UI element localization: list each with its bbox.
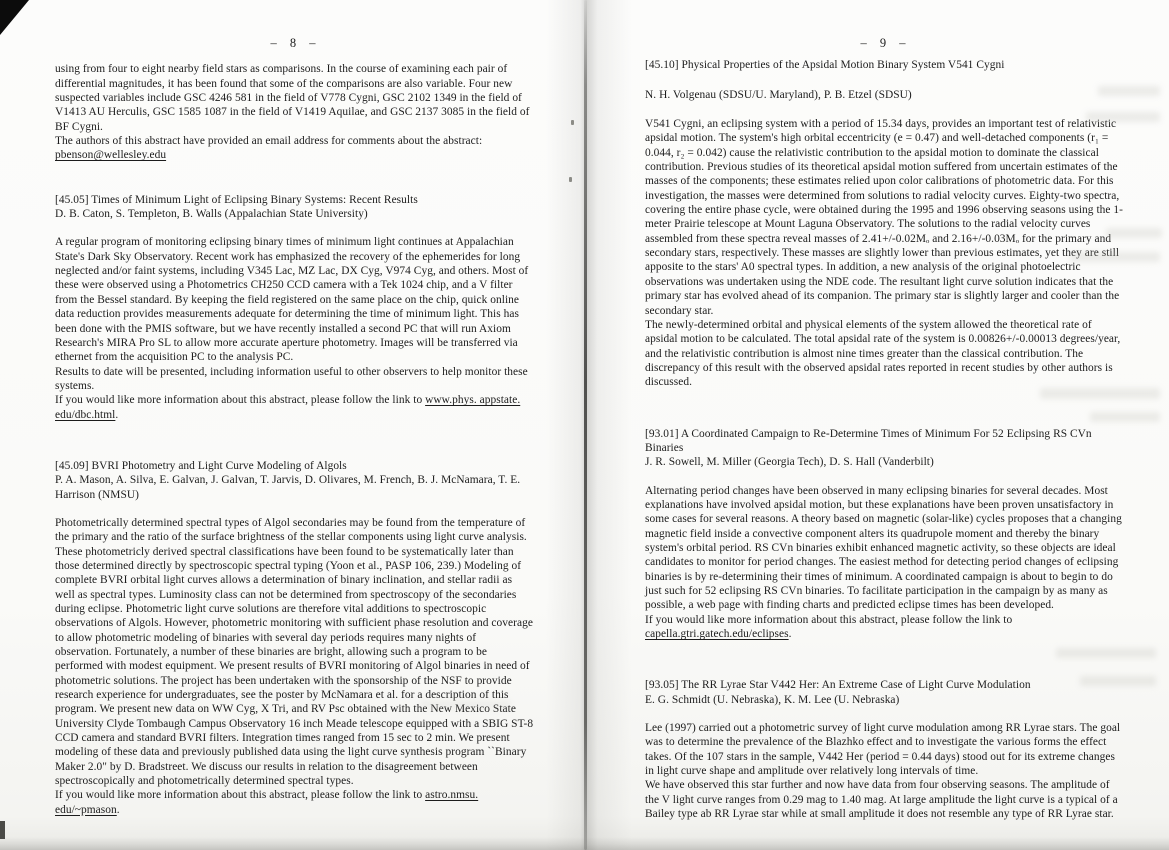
- abstract-authors: P. A. Mason, A. Silva, E. Galvan, J. Galvan, T. Jarvis, D. Olivares, M. French, B. J. McNamara, T. E. Harrison (NMSU): [55, 474, 521, 501]
- bleed-through-ghost: [1106, 228, 1162, 238]
- link-suffix: .: [788, 628, 792, 641]
- abstract-body: V541 Cygni, an eclipsing system with a period of 15.34 days, provides an important test of relativistic apsidal motion. The system's high orbital eccentricity (e = 0.47) and well-detached components (r₁ = 0.044, r₂ = 0.042) cause the relativistic contribution to the apsidal motion to dominate the classical contribution. Previous studies of its theoretical apsidal motion suffered from uncertain estimates of the masses of the components; these estimates relied upon color calibrations of photometric data. For this investigation, the masses were determined from solutions to radial velocity curves. Eighty-two spectra, covering the entire phase cycle, were obtained during the 1995 and 1996 observing seasons using the 1-meter Prairie telescope at Mount Laguna Observatory. The solutions to the radial velocity curves assembled from these spectra reveal masses of 2.41+/-0.02Mₒ and 2.16+/-0.03Mₒ for the primary and secondary stars, respectively. These masses are slightly lower than previous estimates, yet they are still apposite to the stars' A0 spectral types. In addition, a new analysis of the original photoelectric observations was undertaken using the NDE code. The resultant light curve solution indicates that the primary star has evolved ahead of its companion. The primary star is slightly larger and cooler than the secondary star.: [645, 118, 1123, 317]
- abstract-url-link: www.phys. appstate. edu/dbc.html: [55, 394, 521, 421]
- bleed-through-ghost: [1098, 86, 1160, 96]
- abstract-body-2: We have observed this star further and now have data from four observing seasons. The amplitude of the V light curve ranges from 0.29 mag to 1.40 mag. At large amplitude the light curve is a typical of a Bailey type ab RR Lyrae star while at small amplitude it does not resemble any type of RR Lyrae star.: [645, 779, 1118, 821]
- bleed-through-ghost: [420, 700, 510, 709]
- bleed-through-ghost: [1080, 676, 1156, 686]
- book-gutter-shadow: [546, 0, 632, 850]
- abstract-results-note: Results to date will be presented, including information useful to other observers to help monitor these systems.: [55, 365, 528, 392]
- abstract-45-05: [55, 193, 534, 422]
- book-spine-line: [584, 0, 587, 850]
- abstract-url-link: astro.nmsu. edu/~pmason: [55, 789, 479, 816]
- abstract-body: Photometrically determined spectral types of Algol secondaries may be found from the temperature of the primary and the ratio of the surface brightness of the stellar components using light curve analysis. These photometricly derived spectral classifications have been found to be systematically later than those determined directly by spectroscopic spectral typing (Yoon et al., PASP 106, 239.) Modeling of complete BVRI orbital light curves allows a determination of binary inclination, and stellar radii as well as spectral types. Luminosity class can not be determined from spectroscopy of the secondaries during eclipse. Photometric light curve solutions are therefore vital additions to spectroscopic observations of Algols. However, photometric monitoring with sufficient phase resolution and coverage to allow photometric modeling of binaries with several day periods requires many nights of observation. Fortunately, a number of these binaries are bright, allowing such a program to be performed with modest equipment. We present results of BVRI monitoring of Algol binaries in need of photometric solutions. The project has been undertaken with the sponsorship of the NSF to provide research experience for undergraduates, see the poster by McNamara et al. for a description of this program. We present new data on WW Cyg, X Tri, and RV Psc obtained with the New Mexico State University Clyde Tombaugh Campus Observatory 16 inch Meade telescope equipped with a SBIG ST-8 CCD camera and standard BVRI filters. Integration times ranged from 15 sec to 2 min. We present modeling of these data and previously published data using the light curve synthesis program ``Binary Maker 2.0" by D. Bradstreet. We discuss our results in relation to the disagreement between spectroscopically and photometrically determined spectral types.: [55, 516, 534, 788]
- abstract-45-09: [55, 459, 534, 817]
- abstract-body-2: The newly-determined orbital and physical elements of the system allowed the theoretical rate of apsidal motion to be calculated. The total apsidal rate of the system is 0.00826+/-0.00013 degrees/year, and the relativistic contribution is almost nine times greater than the classical contribution. The discrepancy of this result with the observed apsidal rates reported in recent studies by other authors is discussed.: [645, 318, 1121, 389]
- abstract-link-sentence: [55, 788, 534, 817]
- abstract-93-05: [645, 678, 1124, 821]
- page-number-right: – 9 –: [860, 36, 909, 50]
- link-intro-text: If you would like more information about this abstract, please follow the link to: [645, 613, 1013, 626]
- page-number-left: – 8 –: [270, 36, 319, 50]
- page-8: [55, 0, 534, 817]
- link-intro-text: If you would like more information about this abstract, please follow the link to: [55, 394, 426, 407]
- bleed-through-ghost: [1040, 388, 1160, 399]
- abstract-93-01: [645, 427, 1124, 642]
- abstract-body: A regular program of monitoring eclipsing binary times of minimum light continues at Appalachian State's Dark Sky Observatory. Recent work has emphasized the recovery of the ephemerides for long neglected and/or faint systems, including V345 Lac, MZ Lac, DX Cyg, V974 Cyg, and others. Most of these were observed using a Photometrics CH250 CCD camera with a Tek 1024 chip, and a V filter from the Bessel standard. By keeping the field registered on the same place on the chip, quick online data reduction provides measurements adequate for determining the time of minimum light. This has been done with the PMIS software, but we have recently installed a second PC that will run Axiom Research's MIRA Pro SL to allow more accurate aperture photometry. Images will be transferred via ethernet from the acquisition PC to the analysis PC.: [55, 236, 529, 364]
- link-intro-text: If you would like more information about this abstract, please follow the link to: [55, 789, 426, 802]
- link-suffix: .: [116, 803, 120, 816]
- scan-corner-artifact: [0, 0, 29, 35]
- abstract-authors: N. H. Volgenau (SDSU/U. Maryland), P. B. Etzel (SDSU): [645, 88, 912, 101]
- page-9: [645, 0, 1124, 821]
- abstract-title: [93.05] The RR Lyrae Star V442 Her: An Extreme Case of Light Curve Modulation: [645, 679, 1031, 692]
- abstract-authors: D. B. Caton, S. Templeton, B. Walls (Appalachian State University): [55, 208, 368, 221]
- email-line: [55, 148, 534, 162]
- bleed-through-ghost: [1070, 252, 1160, 262]
- abstract-title: [45.10] Physical Properties of the Apsidal Motion Binary System V541 Cygni: [645, 59, 1005, 72]
- abstract-link-sentence: [55, 393, 534, 422]
- scan-bottom-shadow: [0, 837, 1169, 850]
- bleed-through-ghost: [1090, 412, 1160, 422]
- abstract-body: Alternating period changes have been observed in many eclipsing binaries for several decades. Most explanations have involved apsidal motion, but these explanations have been proven unsatisfactory in some cases for several reasons. A theory based on magnetic (solar-like) cycles proposes that a changing magnetic field inside a convective component alters its quadrupole moment and thereby the binary system's orbital period. RS CVn binaries exhibit enhanced magnetic activity, so these objects are ideal candidates to monitor for period changes. The easiest method for detecting period changes of eclipsing binaries is by re-determining their times of minimum. A coordinated campaign is about to begin to do just such for 52 eclipsing RS CVn binaries. To facilitate participation in the campaign by as many as possible, a web page with finding charts and predicted eclipse times has been developed.: [645, 484, 1122, 612]
- link-suffix: .: [115, 408, 119, 421]
- abstract-url-link: capella.gtri.gatech.edu/eclipses: [645, 628, 789, 641]
- abstract-body: Lee (1997) carried out a photometric survey of light curve modulation among RR Lyrae stars. The goal was to determine the prevalence of the Blazhko effect and to investigate the various forms the effect takes. Of the 107 stars in the sample, V442 Her (period = 0.44 days) stood out for its extreme changes in light curve shape and amplitude over relatively long intervals of time.: [645, 722, 1121, 778]
- bleed-through-ghost: [1056, 648, 1156, 658]
- abstract-authors: E. G. Schmidt (U. Nebraska), K. M. Lee (U. Nebraska): [645, 693, 900, 706]
- abstract-45-10: [645, 58, 1124, 389]
- abstract-link-sentence: [645, 613, 1124, 642]
- scan-speck: [571, 120, 574, 125]
- email-link: pbenson@wellesley.edu: [55, 149, 167, 162]
- abstract-title: [93.01] A Coordinated Campaign to Re-Determine Times of Minimum For 52 Eclipsing RS CVn Binaries: [645, 427, 1092, 454]
- continued-paragraph: using from four to eight nearby field stars as comparisons. In the course of examining each pair of differential magnitudes, it has been found that some of the comparisons are also variable. Four new suspected variables include GSC 4246 581 in the field of V778 Cygni, GSC 2102 1349 in the field of V1413 AU Herculis, GSC 1585 1087 in the field of V1419 Aquilae, and GSC 2137 3085 in the field of BF Cygni.: [55, 63, 530, 133]
- abstract-title: [45.09] BVRI Photometry and Light Curve Modeling of Algols: [55, 459, 347, 472]
- abstract-authors: J. R. Sowell, M. Miller (Georgia Tech), D. S. Hall (Vanderbilt): [645, 456, 934, 469]
- abstract-title: [45.05] Times of Minimum Light of Eclipsing Binary Systems: Recent Results: [55, 193, 418, 206]
- scan-edge-mark: [0, 821, 5, 839]
- scan-speck: [569, 177, 572, 182]
- bleed-through-ghost: [1086, 112, 1160, 122]
- email-note: The authors of this abstract have provided an email address for comments about the abstract:: [55, 135, 483, 148]
